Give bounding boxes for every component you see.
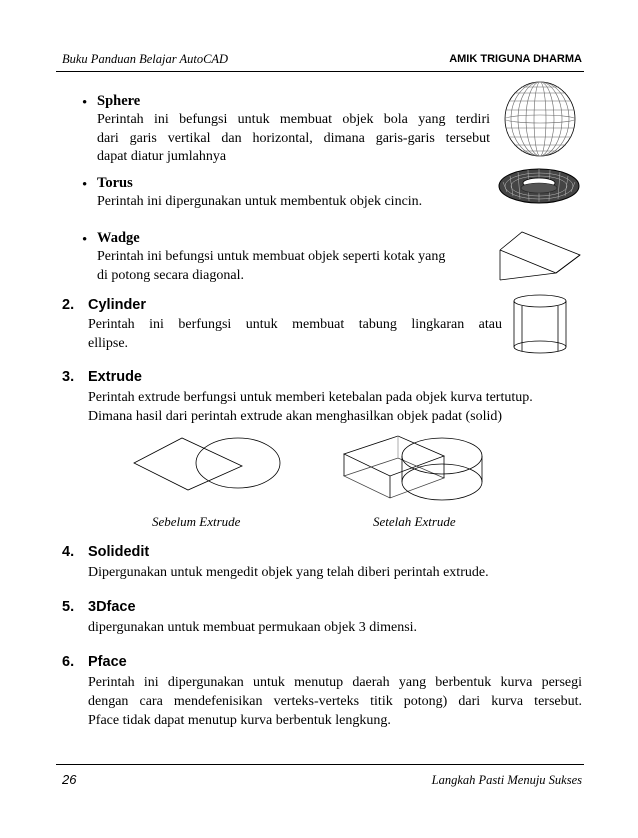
section-body-solidedit <box>88 563 489 582</box>
subitem-title-torus: Torus <box>97 175 133 191</box>
subitem-body-torus <box>97 193 422 212</box>
header-institution: AMIK TRIGUNA DHARMA <box>449 53 582 65</box>
section-title-solidedit: Solidedit <box>88 544 150 560</box>
header-rule <box>56 71 584 72</box>
body-line: Dimana hasil dari perintah extrude akan menghasilkan objek padat (solid) <box>88 409 503 424</box>
body-line: dengan cara mendefenisikan verteks-verteks titik potong) dari kurva tersebut. <box>88 694 582 709</box>
bullet-wadge: • <box>82 232 88 248</box>
section-number: 3. <box>62 369 75 385</box>
section-number: 4. <box>62 544 75 560</box>
cylinder-wireframe-illustration <box>510 293 570 355</box>
subitem-body-sphere <box>97 111 490 167</box>
torus-wireframe-illustration <box>498 166 580 206</box>
bullet-torus: • <box>82 177 88 193</box>
section-body-extrude <box>88 388 533 426</box>
sphere-wireframe-illustration <box>504 80 576 158</box>
body-line: dari garis vertikal dan horizontal, dimana garis-garis tersebut <box>97 130 490 146</box>
body-line: Perintah ini befungsi untuk membuat objek bola yang terdiri <box>97 112 490 127</box>
body-line: Perintah ini dipergunakan untuk membentuk objek cincin. <box>97 194 423 209</box>
body-line: Pface tidak dapat menutup kurva berbentuk lengkung. <box>88 713 391 728</box>
header-book-title: Buku Panduan Belajar AutoCAD <box>62 52 229 66</box>
subitem-body-wadge <box>97 248 445 285</box>
caption-after-extrude: Setelah Extrude <box>373 514 456 529</box>
caption-before-extrude: Sebelum Extrude <box>152 514 241 529</box>
section-title-cylinder: Cylinder <box>88 297 147 313</box>
section-body-pface <box>88 673 582 730</box>
body-line: Perintah ini befungsi untuk membuat objek seperti kotak yang <box>97 249 446 264</box>
before-extrude-illustration <box>132 436 282 494</box>
footer-slogan: Langkah Pasti Menuju Sukses <box>431 773 582 787</box>
page-number: 26 <box>62 772 77 787</box>
after-extrude-illustration <box>342 434 488 508</box>
footer-rule <box>56 764 584 765</box>
section-title-3dface: 3Dface <box>88 599 136 615</box>
bullet-sphere: • <box>82 95 88 111</box>
subitem-title-sphere: Sphere <box>97 93 141 109</box>
section-number: 6. <box>62 654 75 670</box>
body-line: Perintah ini dipergunakan untuk menutup daerah yang berbentuk kurva persegi <box>88 675 582 690</box>
body-line: Dipergunakan untuk mengedit objek yang telah diberi perintah extrude. <box>88 565 489 580</box>
section-number: 2. <box>62 297 75 313</box>
section-title-pface: Pface <box>88 654 127 670</box>
section-body-cylinder <box>88 315 502 353</box>
body-line: dipergunakan untuk membuat permukaan objek 3 dimensi. <box>88 620 418 635</box>
body-line: di potong secara diagonal. <box>97 267 244 283</box>
body-line: dapat diatur jumlahnya <box>97 149 227 164</box>
subitem-title-wadge: Wadge <box>97 230 140 246</box>
section-body-3dface <box>88 618 417 637</box>
section-title-extrude: Extrude <box>88 369 142 385</box>
body-line: Perintah extrude berfungsi untuk memberi ketebalan pada objek kurva tertutup. <box>88 390 533 405</box>
body-line: Perintah ini berfungsi untuk membuat tabung lingkaran atau <box>88 317 502 332</box>
body-line: ellipse. <box>88 336 129 351</box>
wedge-wireframe-illustration <box>496 228 582 284</box>
section-number: 5. <box>62 599 75 615</box>
